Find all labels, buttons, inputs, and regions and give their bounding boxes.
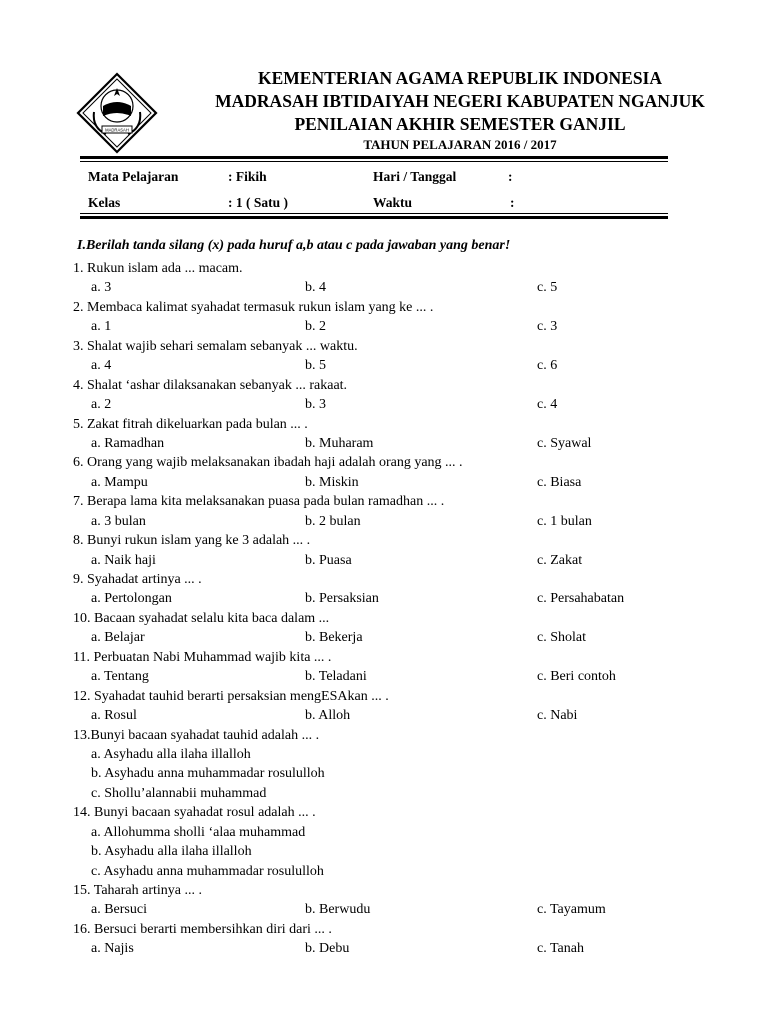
answer-option-a: a. Rosul bbox=[91, 708, 137, 724]
question-text: 6. Orang yang wajib melaksanakan ibadah haji adalah orang yang ... . bbox=[73, 455, 463, 471]
question-text: 7. Berapa lama kita melaksanakan puasa pada bulan ramadhan ... . bbox=[73, 494, 445, 510]
answer-option-c: c. Zakat bbox=[537, 552, 583, 568]
answer-option-c: c. 6 bbox=[537, 358, 558, 374]
answer-option-a: a. 3 bulan bbox=[91, 513, 146, 529]
question-text: 2. Membaca kalimat syahadat termasuk rukun islam yang ke ... . bbox=[73, 299, 434, 315]
answer-option-a: a. Ramadhan bbox=[91, 435, 165, 451]
answer-option-b: b. 4 bbox=[305, 280, 326, 296]
answer-options-row bbox=[73, 939, 753, 958]
day-date-colon: : bbox=[508, 169, 513, 184]
question-text: 13.Bunyi bacaan syahadat tauhid adalah ... . bbox=[73, 727, 320, 743]
answer-option-b: b. 3 bbox=[305, 397, 326, 413]
question-list bbox=[73, 259, 753, 959]
instruction-text: I.Berilah tanda silang (x) pada huruf a,b atau c pada jawaban yang benar! bbox=[77, 238, 511, 253]
question-text: 5. Zakat fitrah dikeluarkan pada bulan ... . bbox=[73, 416, 308, 432]
school-name: MADRASAH IBTIDAIYAH NEGERI KABUPATEN NGANJUK bbox=[215, 91, 705, 111]
answer-option-c: c. 3 bbox=[537, 319, 558, 335]
answer-option-c: c. Nabi bbox=[537, 708, 578, 724]
answer-option-a: a. 1 bbox=[91, 319, 112, 335]
answer-option-a: a. 4 bbox=[91, 358, 112, 374]
answer-option-c: c. 5 bbox=[537, 280, 558, 296]
answer-option-c: c. Persahabatan bbox=[537, 591, 625, 607]
ministry-title: KEMENTERIAN AGAMA REPUBLIK INDONESIA bbox=[257, 68, 662, 88]
answer-option-c: c. 4 bbox=[537, 397, 558, 413]
answer-option-a: a. Asyhadu alla ilaha illalloh bbox=[91, 746, 251, 762]
academic-year: TAHUN PELAJARAN 2016 / 2017 bbox=[363, 137, 557, 152]
answer-option-c: c. Tayamum bbox=[537, 902, 606, 918]
answer-options-row bbox=[73, 706, 753, 725]
answer-option-a: a. Bersuci bbox=[91, 902, 147, 918]
question-text: 11. Perbuatan Nabi Muhammad wajib kita ... . bbox=[73, 649, 332, 665]
exam-title: PENILAIAN AKHIR SEMESTER GANJIL bbox=[294, 114, 626, 134]
header-divider-thick bbox=[80, 156, 668, 159]
ministry-emblem-logo bbox=[76, 72, 158, 154]
answer-option-c: c. Syawal bbox=[537, 435, 592, 451]
answer-option-c: c. 1 bulan bbox=[537, 513, 592, 529]
time-colon: : bbox=[510, 195, 515, 210]
answer-option-b: b. Berwudu bbox=[305, 902, 371, 918]
answer-options-row bbox=[73, 395, 753, 414]
info-divider-thick bbox=[80, 216, 668, 219]
answer-option-c: c. Biasa bbox=[537, 474, 582, 490]
header-divider-thin bbox=[80, 161, 668, 162]
answer-option-b: b. Bekerja bbox=[305, 630, 363, 646]
answer-options-row bbox=[73, 473, 753, 492]
question-text: 14. Bunyi bacaan syahadat rosul adalah ... . bbox=[73, 805, 316, 821]
answer-option-b: b. Teladani bbox=[305, 669, 367, 685]
answer-options-row bbox=[73, 356, 753, 375]
question-text: 12. Syahadat tauhid berarti persaksian mengESAkan ... . bbox=[73, 688, 389, 704]
answer-options-row bbox=[73, 900, 753, 919]
answer-option-c: c. Tanah bbox=[537, 941, 584, 957]
answer-option-c: c. Beri contoh bbox=[537, 669, 616, 685]
question-text: 3. Shalat wajib sehari semalam sebanyak ... waktu. bbox=[73, 338, 358, 354]
class-value: : 1 ( Satu ) bbox=[228, 195, 288, 210]
answer-option-b: b. 2 bulan bbox=[305, 513, 361, 529]
day-date-label: Hari / Tanggal bbox=[373, 169, 457, 184]
answer-option-a: a. Mampu bbox=[91, 474, 148, 490]
answer-option-a: a. 3 bbox=[91, 280, 112, 296]
question-text: 8. Bunyi rukun islam yang ke 3 adalah ... . bbox=[73, 533, 311, 549]
answer-option-a: a. Pertolongan bbox=[91, 591, 172, 607]
answer-options-row bbox=[73, 628, 753, 647]
question-text: 4. Shalat ‘ashar dilaksanakan sebanyak ... rakaat. bbox=[73, 377, 348, 393]
answer-option-b: b. Miskin bbox=[305, 474, 359, 490]
answer-option-a: a. Belajar bbox=[91, 630, 145, 646]
answer-option-c: c. Sholat bbox=[537, 630, 586, 646]
answer-option-b: b. Persaksian bbox=[305, 591, 379, 607]
question-text: 10. Bacaan syahadat selalu kita baca dalam ... bbox=[73, 610, 330, 626]
subject-label: Mata Pelajaran bbox=[88, 169, 179, 184]
class-label: Kelas bbox=[88, 195, 121, 210]
answer-option-b: b. 5 bbox=[305, 358, 326, 374]
answer-options-row bbox=[73, 317, 753, 336]
answer-options-row bbox=[73, 589, 753, 608]
answer-options-row bbox=[73, 512, 753, 531]
answer-option-b: b. Asyhadu anna muhammadar rosululloh bbox=[91, 766, 325, 782]
answer-option-b: b. Puasa bbox=[305, 552, 352, 568]
answer-options-row bbox=[73, 667, 753, 686]
subject-value: : Fikih bbox=[228, 169, 267, 184]
answer-options-row bbox=[73, 278, 753, 297]
question-text: 1. Rukun islam ada ... macam. bbox=[73, 261, 243, 276]
logo-ribbon-text: MADRASAH bbox=[105, 127, 129, 133]
answer-option-c: c. Asyhadu anna muhammadar rosululloh bbox=[91, 863, 324, 879]
time-label: Waktu bbox=[373, 195, 413, 210]
answer-option-a: a. 2 bbox=[91, 397, 112, 413]
answer-option-b: b. Muharam bbox=[305, 435, 374, 451]
answer-option-a: a. Najis bbox=[91, 941, 134, 957]
answer-option-b: b. 2 bbox=[305, 319, 326, 335]
answer-options-row bbox=[73, 551, 753, 570]
answer-option-a: a. Allohumma sholli ‘alaa muhammad bbox=[91, 824, 306, 840]
answer-option-b: b. Debu bbox=[305, 941, 350, 957]
question-text: 15. Taharah artinya ... . bbox=[73, 883, 202, 898]
question-text: 9. Syahadat artinya ... . bbox=[73, 572, 202, 587]
answer-option-b: b. Alloh bbox=[305, 708, 351, 724]
answer-options-row bbox=[73, 434, 753, 453]
answer-option-b: b. Asyhadu alla ilaha illalloh bbox=[91, 844, 252, 860]
question-text: 16. Bersuci berarti membersihkan diri dari ... . bbox=[73, 921, 332, 937]
answer-option-a: a. Tentang bbox=[91, 669, 149, 685]
answer-option-c: c. Shollu’alannabii muhammad bbox=[91, 785, 267, 801]
info-divider-thin bbox=[80, 213, 668, 214]
answer-option-a: a. Naik haji bbox=[91, 552, 156, 568]
